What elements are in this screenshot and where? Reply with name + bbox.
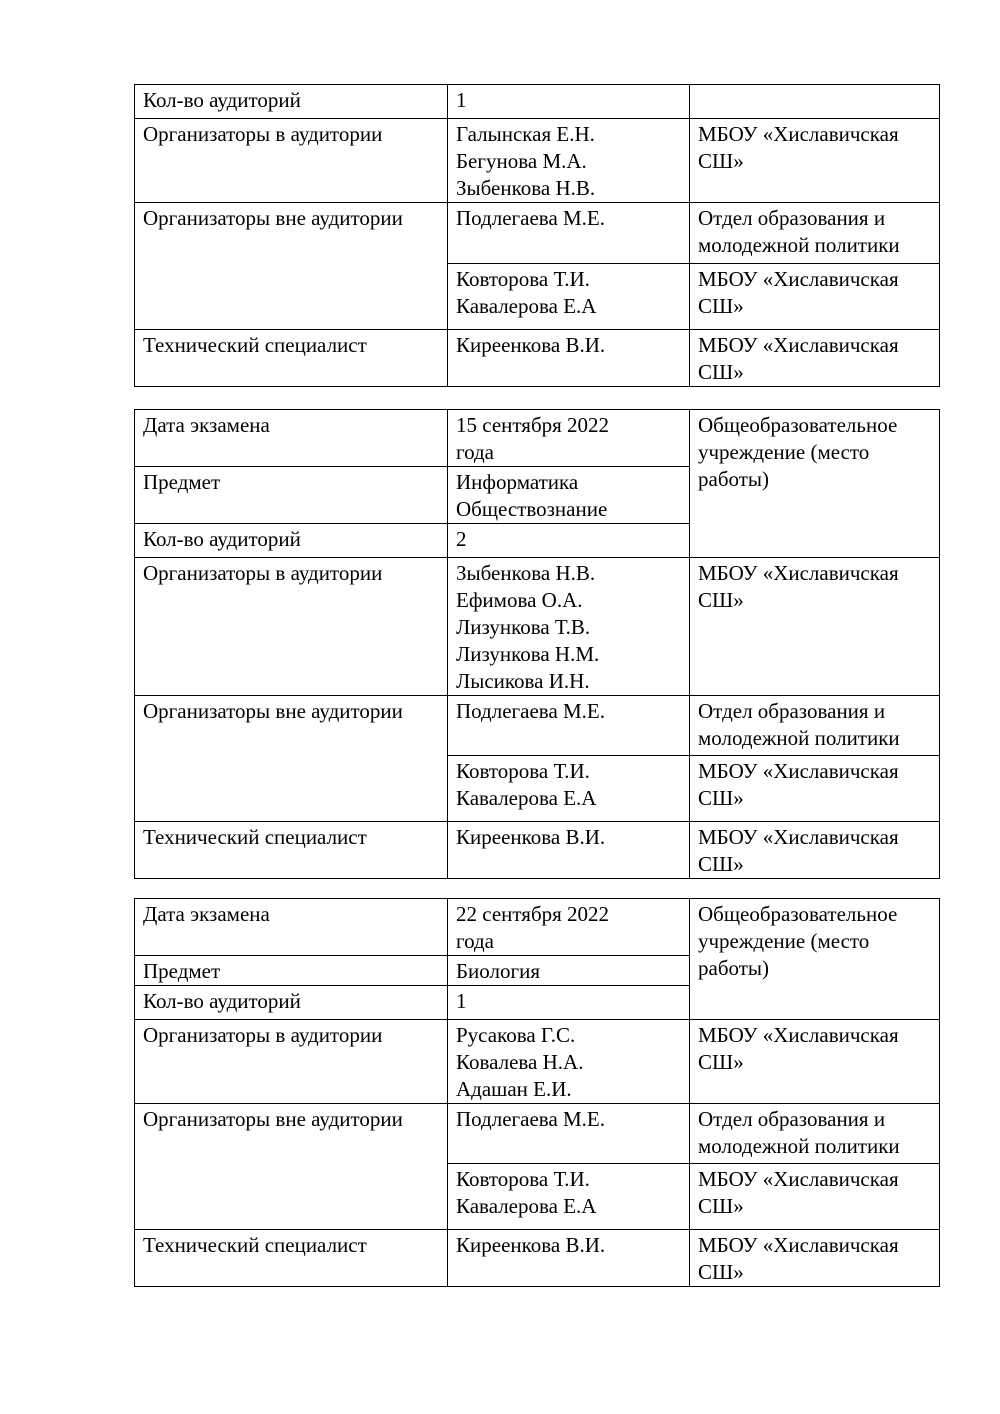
- inside-organizers-names: [448, 558, 690, 696]
- organizer-name: Подлегаева М.Е.: [456, 1107, 606, 1131]
- rooms-label: Кол-во аудиторий: [135, 85, 448, 119]
- organizer-name: Кавалерова Е.А: [456, 1194, 597, 1218]
- rooms-value: 1: [448, 986, 690, 1020]
- table-row-date: [135, 899, 940, 956]
- inside-organizers-names: [448, 1020, 690, 1104]
- organizer-name: Русакова Г.С.: [456, 1023, 576, 1047]
- outside-organizers-org: МБОУ «Хиславичская СШ»: [690, 1164, 940, 1230]
- exam-date-line: года: [456, 440, 494, 464]
- outside-organizers-org: МБОУ «Хиславичская СШ»: [690, 264, 940, 330]
- tech-specialist-org: МБОУ «Хиславичская СШ»: [690, 1230, 940, 1287]
- exam-date-label: Дата экзамена: [135, 410, 448, 467]
- subject-label: Предмет: [135, 956, 448, 986]
- table-row-tech: [135, 1230, 940, 1287]
- inside-organizers-label: Организаторы в аудитории: [135, 558, 448, 696]
- exam-date-value: [448, 899, 690, 956]
- outside-organizers-label: Организаторы вне аудитории: [135, 203, 448, 330]
- exam-date-line: 15 сентября 2022: [456, 413, 610, 437]
- tech-specialist-label: Технический специалист: [135, 1230, 448, 1287]
- outside-organizers-org: Отдел образования и молодежной политики: [690, 1104, 940, 1164]
- inside-organizers-org: МБОУ «Хиславичская СШ»: [690, 1020, 940, 1104]
- table-row-date: [135, 410, 940, 467]
- organizer-name: Зыбенкова Н.В.: [456, 176, 596, 200]
- table-exam-2: [134, 409, 940, 879]
- table-row-inside-organizers: [135, 1020, 940, 1104]
- organizer-name: Ковторова Т.И.: [456, 759, 590, 783]
- table-row-rooms: [135, 85, 940, 119]
- rooms-label: Кол-во аудиторий: [135, 986, 448, 1020]
- subject-value: [448, 956, 690, 986]
- tech-specialist-name: Киреенкова В.И.: [448, 822, 690, 879]
- outside-organizers-org: МБОУ «Хиславичская СШ»: [690, 756, 940, 822]
- outside-organizers-org: Отдел образования и молодежной политики: [690, 696, 940, 756]
- outside-organizers-names: [448, 203, 690, 264]
- inside-organizers-org: МБОУ «Хиславичская СШ»: [690, 119, 940, 203]
- rooms-label: Кол-во аудиторий: [135, 524, 448, 558]
- outside-organizers-names: [448, 1164, 690, 1230]
- organizer-name: Ковалева Н.А.: [456, 1050, 584, 1074]
- organizer-name: Лизункова Н.М.: [456, 642, 600, 666]
- organizer-name: Ковторова Т.И.: [456, 267, 590, 291]
- table-row-inside-organizers: [135, 558, 940, 696]
- organizer-name: Бегунова М.А.: [456, 149, 587, 173]
- rooms-value: 2: [448, 524, 690, 558]
- table-row-inside-organizers: [135, 119, 940, 203]
- rooms-org: [690, 85, 940, 119]
- organizer-name: Галынская Е.Н.: [456, 122, 595, 146]
- table-row-outside-organizers: [135, 696, 940, 756]
- outside-organizers-org: Отдел образования и молодежной политики: [690, 203, 940, 264]
- tech-specialist-label: Технический специалист: [135, 822, 448, 879]
- outside-organizers-label: Организаторы вне аудитории: [135, 1104, 448, 1230]
- organizer-name: Подлегаева М.Е.: [456, 206, 606, 230]
- org-column-header: Общеобразовательное учреждение (место работы): [690, 899, 940, 1020]
- subject-name: Информатика: [456, 470, 579, 494]
- exam-date-label: Дата экзамена: [135, 899, 448, 956]
- table-exam-3: [134, 898, 940, 1287]
- organizer-name: Лысикова И.Н.: [456, 669, 590, 693]
- organizer-name: Кавалерова Е.А: [456, 294, 597, 318]
- outside-organizers-names: [448, 264, 690, 330]
- inside-organizers-org: МБОУ «Хиславичская СШ»: [690, 558, 940, 696]
- organizer-name: Зыбенкова Н.В.: [456, 561, 596, 585]
- tech-specialist-org: МБОУ «Хиславичская СШ»: [690, 822, 940, 879]
- subject-name: Биология: [456, 959, 541, 983]
- tech-specialist-name: Киреенкова В.И.: [448, 1230, 690, 1287]
- table-row-outside-organizers: [135, 1104, 940, 1164]
- outside-organizers-names: [448, 696, 690, 756]
- organizer-name: Лизункова Т.В.: [456, 615, 591, 639]
- inside-organizers-names: [448, 119, 690, 203]
- exam-date-value: [448, 410, 690, 467]
- organizer-name: Подлегаева М.Е.: [456, 699, 606, 723]
- table-exam-1: [134, 84, 940, 387]
- organizer-name: Ковторова Т.И.: [456, 1167, 590, 1191]
- rooms-value: 1: [448, 85, 690, 119]
- tech-specialist-name: Киреенкова В.И.: [448, 330, 690, 387]
- subject-name: Обществознание: [456, 497, 608, 521]
- inside-organizers-label: Организаторы в аудитории: [135, 119, 448, 203]
- org-column-header: Общеобразовательное учреждение (место работы): [690, 410, 940, 558]
- subject-label: Предмет: [135, 467, 448, 524]
- exam-date-line: года: [456, 929, 494, 953]
- table-row-tech: [135, 330, 940, 387]
- outside-organizers-label: Организаторы вне аудитории: [135, 696, 448, 822]
- table-row-outside-organizers: [135, 203, 940, 264]
- tech-specialist-label: Технический специалист: [135, 330, 448, 387]
- inside-organizers-label: Организаторы в аудитории: [135, 1020, 448, 1104]
- tech-specialist-org: МБОУ «Хиславичская СШ»: [690, 330, 940, 387]
- table-row-tech: [135, 822, 940, 879]
- outside-organizers-names: [448, 1104, 690, 1164]
- organizer-name: Кавалерова Е.А: [456, 786, 597, 810]
- organizer-name: Адашан Е.И.: [456, 1077, 572, 1101]
- organizer-name: Ефимова О.А.: [456, 588, 583, 612]
- subject-value: [448, 467, 690, 524]
- outside-organizers-names: [448, 756, 690, 822]
- exam-date-line: 22 сентября 2022: [456, 902, 610, 926]
